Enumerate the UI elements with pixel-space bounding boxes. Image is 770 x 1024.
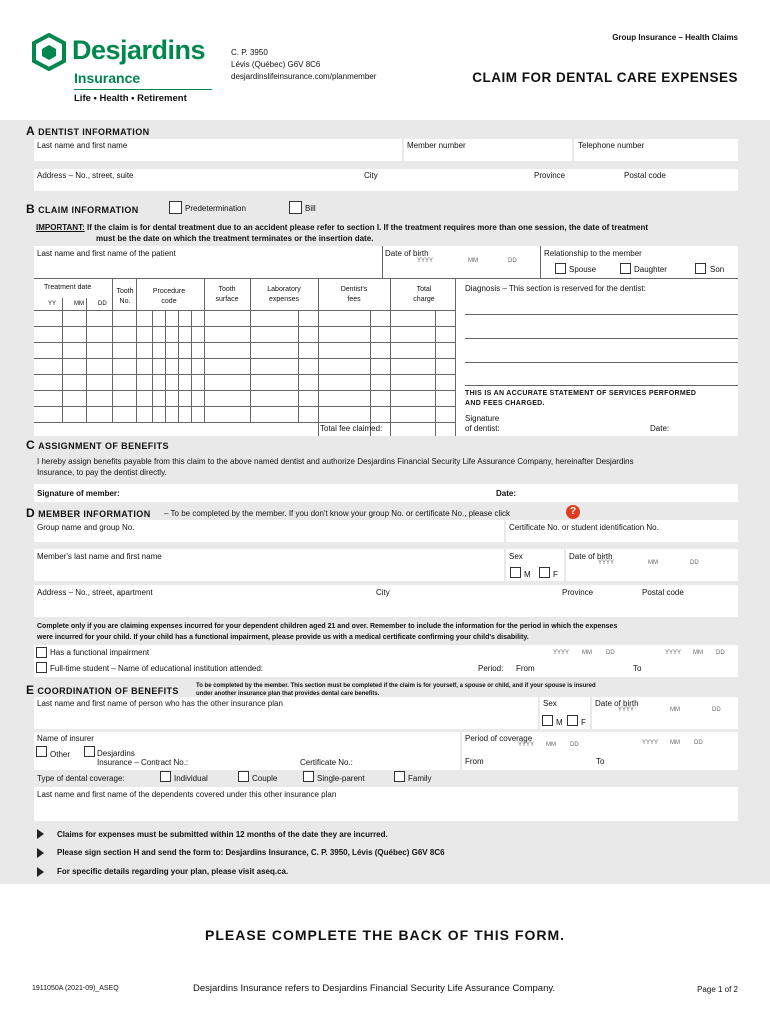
member-name-field[interactable]: Member's last name and first name [34,549,504,581]
dentist-address-field[interactable]: Address – No., street, suite City Province Postal code [34,169,738,191]
bill-label: Bill [305,204,316,213]
fulltime-student-checkbox[interactable] [36,662,47,673]
tagline: Life • Health • Retirement [74,93,187,104]
address-block [231,47,376,83]
section-d-title: D MEMBER INFORMATION [26,506,151,520]
female-checkbox[interactable] [539,567,550,578]
dentist-date-label: Date: [650,424,670,433]
other-plan-dob-field[interactable]: Date of birth YYYY MM DD [592,697,738,729]
insurer-field: Name of insurer Certificate No.: [34,732,460,770]
note-plan-details: For specific details regarding your plan, please visit aseq.ca. [57,867,289,876]
dependents-field[interactable]: Last name and first name of the dependents covered under this other insurance plan [34,787,738,821]
desjardins-logo-icon [32,33,66,71]
son-checkbox[interactable] [695,263,706,274]
male-checkbox[interactable] [510,567,521,578]
help-icon[interactable]: ? [566,505,580,519]
section-a-title: A DENTIST INFORMATION [26,124,150,138]
coverage-type-label: Type of dental coverage: [37,774,125,783]
treatment-table: Treatment date YY MM DD Tooth No. Procedure code Tooth surface Laboratory expenses Dentist's fees Total charge [44,284,435,307]
individual-checkbox[interactable] [160,771,171,782]
dentist-name-field[interactable]: Last name and first name [34,139,402,161]
relationship-label: Relationship to the member [544,249,642,258]
member-signature-field[interactable]: Signature of member: Date: [34,484,738,502]
patient-dob-label: Date of birth [385,249,429,258]
telephone-field[interactable]: Telephone number [574,139,738,161]
predetermination-checkbox[interactable] [169,201,182,214]
important-note: IMPORTANT: If the claim is for dental treatment due to an accident please refer to section I. If the treatment requires more than one session, the date of treatment must be the date on which the treatment terminates or the insertion date. [36,223,648,243]
insurer-other-checkbox[interactable] [36,746,47,757]
header [0,0,770,120]
logo-sub: Insurance [74,70,141,86]
other-plan-sex-field: Sex [540,697,590,729]
family-checkbox[interactable] [394,771,405,782]
patient-name-label: Last name and first name of the patient [37,249,176,258]
accurate-statement: THIS IS AN ACCURATE STATEMENT OF SERVICES PERFORMED AND FEES CHARGED. [465,390,697,407]
couple-checkbox[interactable] [238,771,249,782]
complete-back-notice: PLEASE COMPLETE THE BACK OF THIS FORM. [204,927,565,943]
legal-notice: Desjardins Insurance refers to Desjardins Financial Security Life Assurance Company. [193,983,556,994]
member-sex-field: Sex [506,549,564,581]
page-number: Page 1 of 2 [697,985,738,994]
other-plan-male-checkbox[interactable] [542,715,553,726]
form-category: Group Insurance – Health Claims [612,33,738,42]
dependent-note: Complete only if you are claiming expenses incurred for your dependent children aged 21 and over. Remember to include the information for the period in which the expenses were incurred for your child. If your child has a functional impairment, please provide us with a medical certificate confirming your child's disability. [37,623,618,641]
member-dob-field[interactable]: Date of birth YYYY MM DD [566,549,738,581]
certificate-field[interactable]: Certificate No. or student identification No. [506,520,738,542]
assignment-text: I hereby assign benefits payable from this claim to the above named dentist and authorize Desjardins Financial Security Life Assurance Company, hereinafter Desjardins Insurance, to pay the dentist directly. [37,457,634,477]
addr-line-1: C. P. 3950 [231,48,268,57]
arrow-icon [37,848,44,858]
bill-checkbox[interactable] [289,201,302,214]
section-d-note: – To be completed by the member. If you don't know your group No. or certificate No., please click [164,509,510,518]
section-c-title: C ASSIGNMENT OF BENEFITS [26,438,169,452]
member-address-field[interactable]: Address – No., street, apartment City Province Postal code [34,585,738,617]
dentist-signature-label: Signature of dentist: [465,414,500,433]
daughter-checkbox[interactable] [620,263,631,274]
arrow-icon [37,829,44,839]
insurer-desjardins-checkbox[interactable] [84,746,95,757]
diagnosis-label: Diagnosis – This section is reserved for the dentist: [465,284,646,293]
section-e-note: To be completed by the member. This section must be completed if the claim is for yourself, a spouse or child, and if your spouse is insured under another insurance plan that provides dental care benefits. [196,683,596,697]
desjardins-contract-label: Desjardins Insurance – Contract No.: [97,749,189,767]
arrow-icon [37,867,44,877]
other-plan-person-field[interactable]: Last name and first name of person who has the other insurance plan [34,697,538,729]
treatment-grid [34,278,458,436]
functional-impairment-checkbox[interactable] [36,647,47,658]
total-fee-label: Total fee claimed: [320,424,383,433]
note-send-form: Please sign section H and send the form to: Desjardins Insurance, C. P. 3950, Lévis (Québec) G6V 8C6 [57,848,445,857]
spouse-checkbox[interactable] [555,263,566,274]
website-link[interactable]: desjardinslifeinsurance.com/planmember [231,72,377,81]
coverage-period-field[interactable]: Period of coverage YYYY MM DD YYYY MM DD From To [462,732,738,770]
predetermination-label: Predetermination [185,204,246,213]
addr-line-2: Lévis (Québec) G6V 8C6 [231,60,321,69]
section-e-title: E COORDINATION OF BENEFITS [26,683,179,697]
single-parent-checkbox[interactable] [303,771,314,782]
group-field[interactable]: Group name and group No. [34,520,504,542]
logo-name: Desjardins [72,35,206,65]
form-title: CLAIM FOR DENTAL CARE EXPENSES [472,70,738,85]
member-number-field[interactable]: Member number [404,139,572,161]
section-b-title: B CLAIM INFORMATION [26,202,139,216]
footer [0,884,770,1024]
form-code: 1911050A (2021-09)_ASEQ [32,985,119,992]
other-plan-female-checkbox[interactable] [567,715,578,726]
note-submission-deadline: Claims for expenses must be submitted within 12 months of the date they are incurred. [57,830,388,839]
